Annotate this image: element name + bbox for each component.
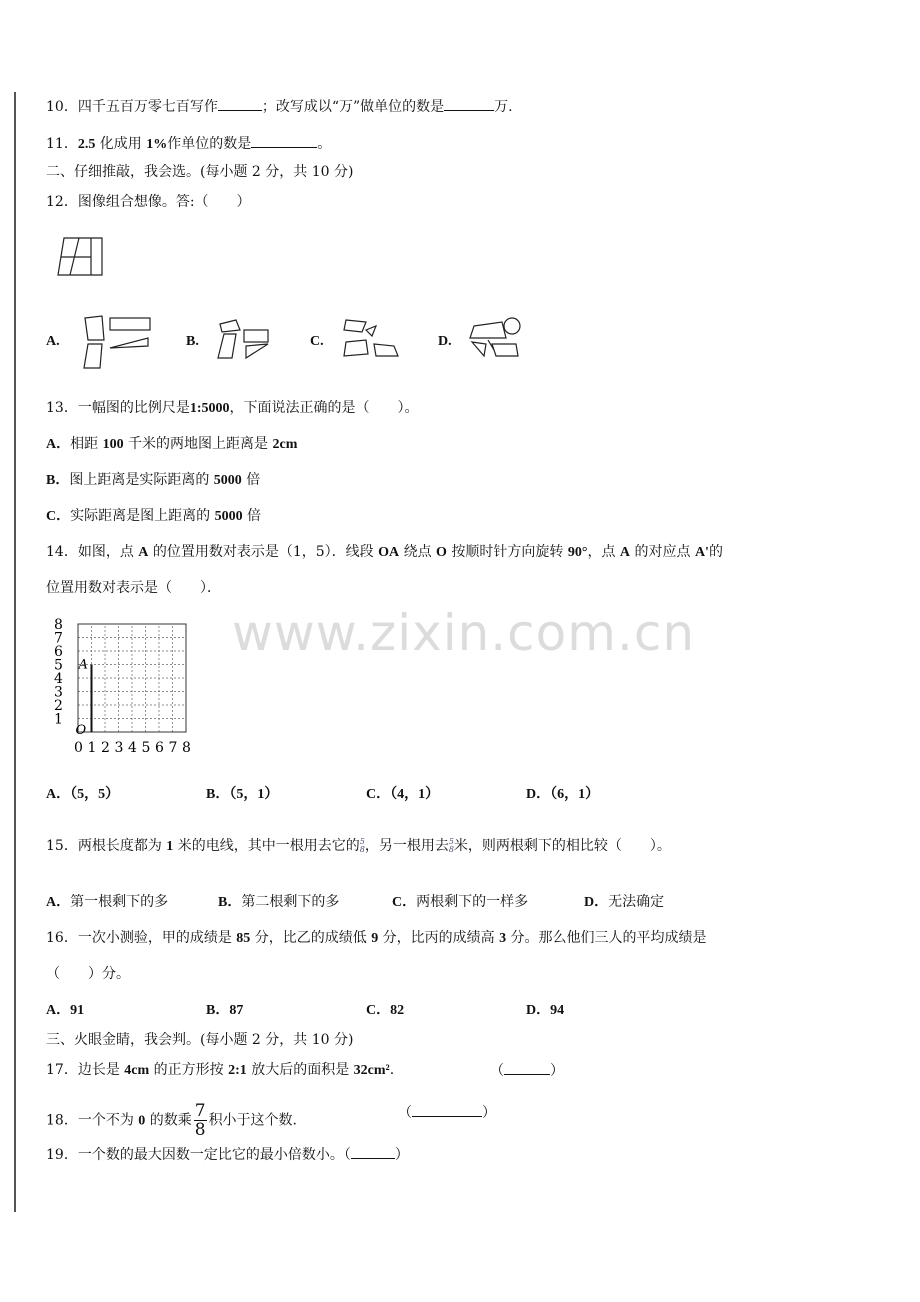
q18-fraction-den: 8 <box>194 1120 206 1140</box>
q15-option-c-value: 两根剩下的一样多 <box>416 894 529 910</box>
q18-n: 0 <box>138 1113 146 1129</box>
q17-text-a: 17．边长是 <box>46 1062 120 1078</box>
q15-fraction-1-den: 8 <box>359 845 365 854</box>
x-tick-label: 7 <box>168 740 178 756</box>
q15-option-b-value: 第二根剩下的多 <box>241 894 340 910</box>
q13-text-a: 13．一幅图的比例尺是 <box>46 400 190 416</box>
q16-text-c: 分，比丙的成绩高 <box>382 930 495 946</box>
q10-prefix: 10．四千五百万零七百写作 <box>46 99 218 115</box>
q18-paren-left: （ <box>398 1105 412 1121</box>
q17-n3: 32cm² <box>353 1063 390 1078</box>
q17-paren-right: ） <box>550 1063 564 1079</box>
q15-option-a[interactable] <box>46 892 168 913</box>
x-tick-label: 3 <box>114 740 124 756</box>
question-11 <box>46 133 331 155</box>
x-tick-label: 1 <box>87 740 97 756</box>
q15-text-c: ，另一根用去 <box>364 838 449 854</box>
q15-option-c[interactable] <box>392 892 528 913</box>
q13-option-c-suf: 倍 <box>247 508 262 524</box>
y-tick-label: 5 <box>54 657 63 674</box>
q14-text-f: 的对应点 <box>634 544 691 560</box>
question-15 <box>46 836 671 857</box>
q16-option-d-label: D． <box>526 1003 551 1018</box>
q10-blank-1[interactable] <box>218 96 262 111</box>
q13-option-c[interactable] <box>46 506 261 527</box>
q15-fraction-1-num: 5 <box>359 837 365 846</box>
q14-option-b-label: B． <box>206 787 230 802</box>
q14-option-c-label: C． <box>366 787 391 802</box>
q14-option-d-value: （6，1） <box>550 787 600 802</box>
x-tick-label: 4 <box>128 740 137 756</box>
q14-option-a-value: （5，5） <box>70 787 120 802</box>
q13-option-c-label: C． <box>46 509 71 524</box>
question-16-line-1 <box>46 928 707 949</box>
q14-option-b-value: （5，1） <box>229 787 279 802</box>
q13-option-a-mid: 千米的两地图上距离是 <box>128 436 269 452</box>
q12-option-a-figure <box>82 314 154 370</box>
q16-option-c[interactable] <box>366 1000 404 1021</box>
q16-n3: 3 <box>499 931 507 946</box>
q11-percent: 1% <box>146 137 168 152</box>
q18-fraction-num: 7 <box>194 1101 206 1121</box>
q11-blank[interactable] <box>251 133 317 148</box>
point-a-label: A <box>78 657 88 673</box>
q14-point-o: O <box>436 545 447 560</box>
q14-degrees: 90° <box>567 545 588 560</box>
q13-option-b[interactable] <box>46 470 260 491</box>
q14-point-a-prime: A' <box>694 545 709 560</box>
y-tick-label: 2 <box>54 698 63 714</box>
q15-fraction-2-den: 8 <box>448 845 454 854</box>
q14-option-a[interactable] <box>46 784 119 805</box>
q11-mid2: 作单位的数是 <box>167 136 252 152</box>
question-10 <box>46 96 513 117</box>
q11-number: 2.5 <box>77 137 96 152</box>
q13-option-b-label: B． <box>46 473 70 488</box>
q15-text-b: 米的电线，其中一根用去它的 <box>177 838 360 854</box>
q13-option-b-pre: 图上距离是实际距离的 <box>69 472 210 488</box>
q18-answer-blank[interactable] <box>412 1102 482 1117</box>
q18-text-a: 18．一个不为 <box>46 1112 134 1129</box>
q14-option-b[interactable] <box>206 784 278 805</box>
q15-n: 1 <box>166 839 174 854</box>
q13-option-a-label: A． <box>46 437 71 452</box>
q12-option-c-label[interactable]: C. <box>310 334 324 349</box>
section-2-heading: 二、仔细推敲，我会选。(每小题 2 分，共 10 分) <box>46 164 354 180</box>
q16-option-b-label: B． <box>206 1003 230 1018</box>
page-margin-rule <box>14 92 16 1212</box>
y-tick-label: 1 <box>54 711 63 728</box>
q18-text-b: 的数乘 <box>149 1112 192 1129</box>
q13-option-b-suf: 倍 <box>246 472 261 488</box>
question-16-line-2: （ ）分。 <box>46 966 130 982</box>
q15-text-a: 15．两根长度都为 <box>46 838 162 854</box>
question-14-line-1 <box>46 542 723 563</box>
q13-scale: 1:5000 <box>189 401 230 416</box>
x-tick-label: 8 <box>182 740 191 756</box>
q19-paren-left: （ <box>343 1147 351 1163</box>
question-19 <box>46 1144 409 1165</box>
q17-text-c: 放大后的面积是 <box>251 1062 350 1078</box>
q18-answer-box[interactable] <box>398 1102 496 1123</box>
x-tick-label: 5 <box>141 740 151 756</box>
q15-option-d-label: D． <box>584 895 609 910</box>
question-17 <box>46 1060 394 1081</box>
q13-option-b-n: 5000 <box>213 473 242 488</box>
q18-text-c: 积小于这个数. <box>208 1112 298 1129</box>
q15-text-d: 米，则两根剩下的相比较（ ）。 <box>453 838 671 854</box>
q14-text-d: 按顺时针方向旋转 <box>451 544 564 560</box>
q16-option-a[interactable] <box>46 1000 84 1021</box>
q15-option-a-label: A． <box>46 895 71 910</box>
y-tick-label: 7 <box>54 630 63 647</box>
q19-paren-right: ） <box>394 1147 409 1163</box>
q14-text-a: 14．如图，点 <box>46 544 134 560</box>
y-tick-label: 3 <box>54 684 63 701</box>
q11-middle: 化成用 <box>99 136 142 152</box>
question-12: 12．图像组合想像。答:（ ） <box>46 194 251 210</box>
q16-text-a: 16．一次小测验，甲的成绩是 <box>46 930 232 946</box>
q16-option-d[interactable] <box>526 1000 564 1021</box>
question-18 <box>46 1102 297 1139</box>
q16-n2: 9 <box>371 931 379 946</box>
q10-middle: ；改写成以“万”做单位的数是 <box>261 99 445 115</box>
q16-n1: 85 <box>236 931 251 946</box>
q11-prefix: 11． <box>46 136 78 152</box>
section-3-heading: 三、火眼金睛，我会判。(每小题 2 分，共 10 分) <box>46 1032 354 1048</box>
question-14-line-2: 位置用数对表示是（ ）． <box>46 580 221 596</box>
y-tick-label: 4 <box>54 671 63 687</box>
q13-option-a-n2: 2cm <box>272 437 298 452</box>
q13-option-a-pre: 相距 <box>70 436 99 452</box>
q19-answer-blank[interactable] <box>351 1144 395 1159</box>
q14-option-c[interactable] <box>366 784 439 805</box>
q13-option-c-pre: 实际距离是图上距离的 <box>70 508 211 524</box>
q17-paren-left: （ <box>490 1063 504 1079</box>
origin-label: O <box>75 723 87 738</box>
q12-option-a-label[interactable]: A. <box>46 334 60 349</box>
q16-option-a-value: 91 <box>70 1003 85 1018</box>
q18-paren-right: ） <box>482 1105 496 1121</box>
q14-text-b: 的位置用数对表示是（1，5）．线段 <box>152 544 374 560</box>
q16-option-c-value: 82 <box>390 1003 405 1018</box>
q12-option-c-figure <box>340 316 402 360</box>
q10-suffix: 万. <box>494 99 513 115</box>
q14-option-c-value: （4，1） <box>390 787 440 802</box>
q13-option-a[interactable] <box>46 434 297 455</box>
q14-option-d[interactable] <box>526 784 599 805</box>
q15-option-c-label: C． <box>392 895 417 910</box>
q19-text: 19．一个数的最大因数一定比它的最小倍数小。 <box>46 1147 344 1163</box>
q12-option-b-figure <box>216 318 274 360</box>
x-tick-label: 2 <box>101 740 110 756</box>
q17-n1: 4cm <box>124 1063 150 1078</box>
q11-suffix: 。 <box>317 136 332 152</box>
q16-option-a-label: A． <box>46 1003 71 1018</box>
q14-text-c: 绕点 <box>403 544 432 560</box>
q12-option-d-label[interactable]: D. <box>438 334 452 349</box>
q16-option-b-value: 87 <box>229 1003 244 1018</box>
q15-option-b[interactable] <box>218 892 339 913</box>
x-tick-label: 6 <box>155 740 164 756</box>
q14-segment-oa: OA <box>378 545 400 560</box>
q17-n2: 2:1 <box>228 1063 247 1078</box>
q13-option-c-n: 5000 <box>214 509 243 524</box>
q14-text-g: 的 <box>708 544 723 560</box>
q14-point-a: A <box>138 545 149 560</box>
q15-option-d[interactable] <box>584 892 664 913</box>
q16-option-b[interactable] <box>206 1000 243 1021</box>
q17-text-b: 的正方形按 <box>153 1062 224 1078</box>
q17-text-d: . <box>389 1062 395 1078</box>
q14-option-a-label: A． <box>46 787 71 802</box>
q15-option-b-label: B． <box>218 895 242 910</box>
q13-text-b: ，下面说法正确的是（ ）。 <box>229 400 419 416</box>
x-tick-label: 0 <box>74 740 83 756</box>
q15-option-d-value: 无法确定 <box>608 894 665 910</box>
q17-answer-box[interactable] <box>490 1060 564 1081</box>
question-13 <box>46 398 419 419</box>
q12-composite-figure <box>56 236 106 276</box>
q14-coordinate-grid <box>44 612 204 764</box>
y-tick-label: 8 <box>54 617 63 633</box>
q15-fraction-2-num: 5 <box>448 837 454 846</box>
q12-option-d-figure <box>466 316 526 362</box>
q16-option-c-label: C． <box>366 1003 391 1018</box>
q16-text-b: 分，比乙的成绩低 <box>254 930 367 946</box>
q10-blank-2[interactable] <box>444 96 494 111</box>
q14-text-e: ，点 <box>587 544 616 560</box>
q14-point-a-2: A <box>619 545 631 560</box>
q16-option-d-value: 94 <box>550 1003 565 1018</box>
y-tick-label: 6 <box>54 644 63 660</box>
q13-option-a-n1: 100 <box>102 437 124 452</box>
q15-option-a-value: 第一根剩下的多 <box>70 894 169 910</box>
q16-text-d: 分。那么他们三人的平均成绩是 <box>510 930 707 946</box>
q18-fraction <box>194 1102 207 1139</box>
watermark: www.zixin.com.cn <box>232 604 696 662</box>
q17-answer-blank[interactable] <box>504 1060 550 1075</box>
q12-option-b-label[interactable]: B. <box>186 334 199 349</box>
q14-option-d-label: D． <box>526 787 551 802</box>
